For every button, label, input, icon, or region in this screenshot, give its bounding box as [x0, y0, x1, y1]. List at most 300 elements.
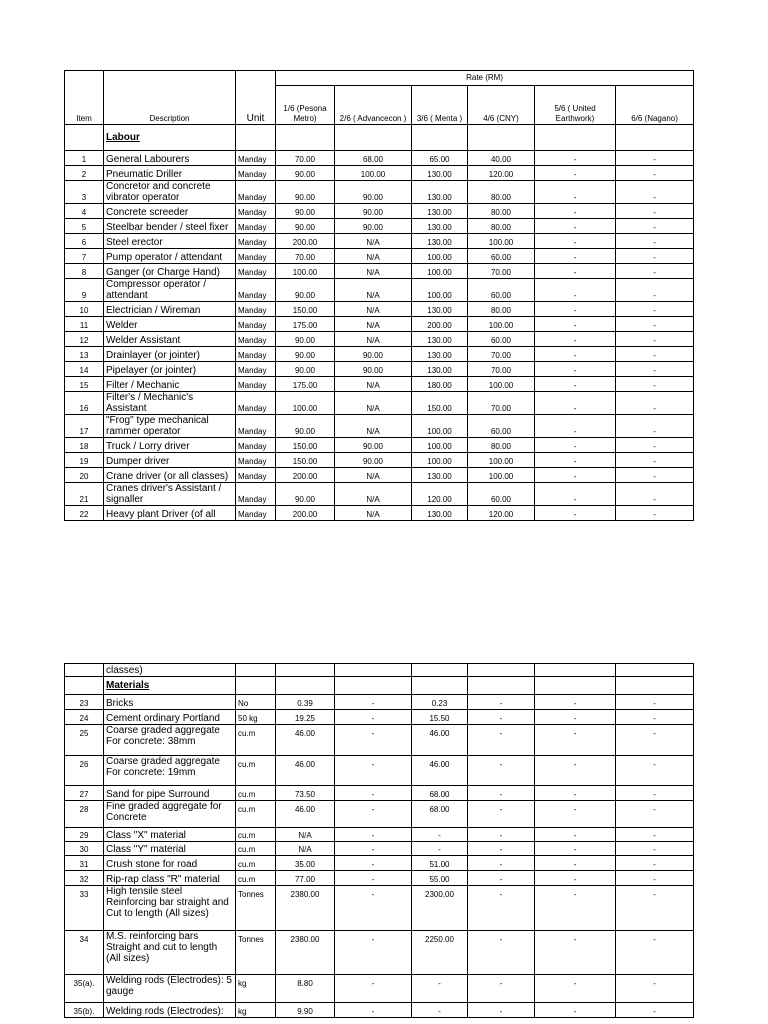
item-number: 6 [65, 234, 104, 249]
rate-col-1: 46.00 [276, 801, 335, 828]
rate-col-2: - [335, 695, 412, 710]
rate-col-2: - [335, 842, 412, 856]
rate-col-3: 130.00 [412, 166, 468, 181]
rate-col-1: 150.00 [276, 438, 335, 453]
rate-col-2: N/A [335, 483, 412, 506]
rate-col-3: 130.00 [412, 468, 468, 483]
header-item: Item [65, 71, 104, 125]
item-number: 28 [65, 801, 104, 828]
rate-col-5: - [535, 786, 616, 801]
item-number: 23 [65, 695, 104, 710]
rate-col-3: 130.00 [412, 234, 468, 249]
item-number: 19 [65, 453, 104, 468]
description: Filter's / Mechanic's Assistant [104, 392, 236, 415]
unit: cu.m [236, 842, 276, 856]
unit: Manday [236, 415, 276, 438]
rate-col-4: 100.00 [468, 377, 535, 392]
item-number: 34 [65, 931, 104, 975]
table-row [65, 234, 694, 249]
rate-col-2: 90.00 [335, 347, 412, 362]
table-row [65, 415, 694, 438]
table-row [65, 453, 694, 468]
rate-col-6: - [616, 856, 694, 871]
item-number: 31 [65, 856, 104, 871]
rate-col-2: N/A [335, 279, 412, 302]
rate-col-6: - [616, 151, 694, 166]
unit: Manday [236, 347, 276, 362]
rate-col-2: N/A [335, 377, 412, 392]
rate-col-4: - [468, 856, 535, 871]
rate-col-6: - [616, 362, 694, 377]
rate-col-2: 68.00 [335, 151, 412, 166]
rate-col-6: - [616, 483, 694, 506]
item-number: 33 [65, 886, 104, 931]
rate-col-4: 70.00 [468, 264, 535, 279]
rate-col-2: 90.00 [335, 181, 412, 204]
description: Steelbar bender / steel fixer [104, 219, 236, 234]
table-row [65, 392, 694, 415]
rate-col-2: - [335, 801, 412, 828]
rate-col-4: 60.00 [468, 332, 535, 347]
rate-col-3: 100.00 [412, 453, 468, 468]
rate-col-1: 90.00 [276, 181, 335, 204]
description: Concrete screeder [104, 204, 236, 219]
rate-col-2: - [335, 786, 412, 801]
rate-col-6: - [616, 801, 694, 828]
item-number: 18 [65, 438, 104, 453]
description: Crane driver (or all classes) [104, 468, 236, 483]
unit: Manday [236, 362, 276, 377]
unit: No [236, 695, 276, 710]
rate-col-4: - [468, 886, 535, 931]
rate-col-1: 35.00 [276, 856, 335, 871]
rate-col-6: - [616, 871, 694, 886]
unit: Manday [236, 264, 276, 279]
rate-col-3: - [412, 975, 468, 1003]
item-number: 11 [65, 317, 104, 332]
table-row [65, 302, 694, 317]
table-row [65, 264, 694, 279]
rate-col-2: 90.00 [335, 453, 412, 468]
table-row [65, 506, 694, 521]
table-row [65, 483, 694, 506]
rate-col-5: - [535, 415, 616, 438]
description: Class "Y" material [104, 842, 236, 856]
table-row [65, 438, 694, 453]
description: Welding rods (Electrodes): 5 gauge [104, 975, 236, 1003]
description: Sand for pipe Surround [104, 786, 236, 801]
unit: Manday [236, 483, 276, 506]
item-number: 35(b). [65, 1003, 104, 1018]
table-row [65, 725, 694, 756]
rate-col-2: 90.00 [335, 204, 412, 219]
rate-col-5: - [535, 1003, 616, 1018]
rate-col-6: - [616, 249, 694, 264]
description: "Frog" type mechanical rammer operator [104, 415, 236, 438]
table-row [65, 856, 694, 871]
rate-col-3: - [412, 828, 468, 842]
description: Pump operator / attendant [104, 249, 236, 264]
rate-col-2: - [335, 725, 412, 756]
rate-col-1: 175.00 [276, 377, 335, 392]
rate-col-4: - [468, 828, 535, 842]
rate-col-3: - [412, 842, 468, 856]
item-number: 4 [65, 204, 104, 219]
rate-col-4: 40.00 [468, 151, 535, 166]
rate-col-6: - [616, 181, 694, 204]
rate-col-3: 0.23 [412, 695, 468, 710]
rate-col-4: 100.00 [468, 453, 535, 468]
rate-col-6: - [616, 886, 694, 931]
rate-col-5: - [535, 181, 616, 204]
rate-col-4: - [468, 786, 535, 801]
rate-col-3: 65.00 [412, 151, 468, 166]
unit: Manday [236, 249, 276, 264]
rate-col-4: 80.00 [468, 181, 535, 204]
unit: Manday [236, 166, 276, 181]
rate-col-2: 90.00 [335, 219, 412, 234]
labour-rates-table [64, 70, 694, 521]
rate-col-6: - [616, 786, 694, 801]
rate-col-1: 90.00 [276, 415, 335, 438]
description: Pneumatic Driller [104, 166, 236, 181]
rate-col-4: 60.00 [468, 279, 535, 302]
rate-col-3: 68.00 [412, 801, 468, 828]
table-row [65, 181, 694, 204]
rate-col-1: 70.00 [276, 151, 335, 166]
table-row [65, 695, 694, 710]
unit: Manday [236, 219, 276, 234]
table-row [65, 317, 694, 332]
rate-col-3: 130.00 [412, 302, 468, 317]
rate-col-1: N/A [276, 842, 335, 856]
rate-col-2: N/A [335, 468, 412, 483]
rate-col-5: - [535, 151, 616, 166]
unit: Tonnes [236, 886, 276, 931]
rate-col-4: 100.00 [468, 234, 535, 249]
rate-col-6: - [616, 377, 694, 392]
unit: Manday [236, 438, 276, 453]
rate-col-2: N/A [335, 234, 412, 249]
item-number: 15 [65, 377, 104, 392]
rate-col-3: 46.00 [412, 756, 468, 786]
rate-col-4: - [468, 695, 535, 710]
rate-col-6: - [616, 302, 694, 317]
rate-col-1: 9.90 [276, 1003, 335, 1018]
rate-col-6: - [616, 332, 694, 347]
rate-col-4: - [468, 801, 535, 828]
item-number: 29 [65, 828, 104, 842]
description: Pipelayer (or jointer) [104, 362, 236, 377]
rate-col-3: 130.00 [412, 347, 468, 362]
rate-col-5: - [535, 483, 616, 506]
rate-col-1: 175.00 [276, 317, 335, 332]
rate-col-4: 80.00 [468, 438, 535, 453]
unit: 50 kg [236, 710, 276, 725]
rate-col-5: - [535, 264, 616, 279]
rate-col-4: 100.00 [468, 317, 535, 332]
description: Crush stone for road [104, 856, 236, 871]
table-row [65, 332, 694, 347]
item-number: 5 [65, 219, 104, 234]
rate-col-3: 130.00 [412, 332, 468, 347]
description: Cranes driver's Assistant / signaller [104, 483, 236, 506]
unit: kg [236, 1003, 276, 1018]
rate-col-4: - [468, 710, 535, 725]
table-row [65, 377, 694, 392]
rate-col-3: 200.00 [412, 317, 468, 332]
rate-col-3: 100.00 [412, 279, 468, 302]
item-number: 22 [65, 506, 104, 521]
unit: cu.m [236, 725, 276, 756]
rate-col-5: - [535, 362, 616, 377]
rate-col-2: - [335, 710, 412, 725]
rate-col-1: 90.00 [276, 166, 335, 181]
rate-col-2: N/A [335, 332, 412, 347]
rate-col-1: 90.00 [276, 219, 335, 234]
table-row [65, 204, 694, 219]
rate-col-4: 120.00 [468, 166, 535, 181]
item-number: 10 [65, 302, 104, 317]
item-number: 3 [65, 181, 104, 204]
rate-col-2: - [335, 756, 412, 786]
rate-col-5: - [535, 347, 616, 362]
rate-col-2: - [335, 871, 412, 886]
table-row [65, 279, 694, 302]
table-row [65, 931, 694, 975]
rate-col-6: - [616, 279, 694, 302]
rate-col-4: 70.00 [468, 392, 535, 415]
rate-col-2: 90.00 [335, 362, 412, 377]
rate-col-1: 150.00 [276, 453, 335, 468]
rate-col-2: 90.00 [335, 438, 412, 453]
table-row [65, 166, 694, 181]
unit: cu.m [236, 786, 276, 801]
rate-col-6: - [616, 438, 694, 453]
unit: Tonnes [236, 931, 276, 975]
rate-col-5: - [535, 166, 616, 181]
description: Welder [104, 317, 236, 332]
rate-col-6: - [616, 1003, 694, 1018]
rate-col-3: 2300.00 [412, 886, 468, 931]
rate-col-2: 100.00 [335, 166, 412, 181]
rate-col-4: - [468, 931, 535, 975]
rate-col-5: - [535, 801, 616, 828]
rate-col-3: 130.00 [412, 506, 468, 521]
unit: Manday [236, 181, 276, 204]
header-col-1: 1/6 (Pesona Metro) [276, 86, 335, 125]
table-row [65, 756, 694, 786]
rate-col-5: - [535, 975, 616, 1003]
description: High tensile steel Reinforcing bar straight and Cut to length (All sizes) [104, 886, 236, 931]
rate-col-1: 150.00 [276, 302, 335, 317]
rate-col-3: 2250.00 [412, 931, 468, 975]
rate-col-5: - [535, 856, 616, 871]
rate-col-5: - [535, 756, 616, 786]
description: Filter / Mechanic [104, 377, 236, 392]
table-row [65, 975, 694, 1003]
rate-col-2: - [335, 886, 412, 931]
table-row [65, 362, 694, 377]
description: Fine graded aggregate for Concrete [104, 801, 236, 828]
table-row [65, 249, 694, 264]
rate-col-5: - [535, 438, 616, 453]
description: Drainlayer (or jointer) [104, 347, 236, 362]
table-row [65, 347, 694, 362]
item-number: 13 [65, 347, 104, 362]
description: General Labourers [104, 151, 236, 166]
rate-col-2: - [335, 856, 412, 871]
description: Welding rods (Electrodes): [104, 1003, 236, 1018]
rate-col-1: 90.00 [276, 483, 335, 506]
rate-col-6: - [616, 842, 694, 856]
rate-col-4: - [468, 842, 535, 856]
description: Ganger (or Charge Hand) [104, 264, 236, 279]
rate-col-4: 120.00 [468, 506, 535, 521]
description: Truck / Lorry driver [104, 438, 236, 453]
rate-col-4: - [468, 975, 535, 1003]
rate-col-2: N/A [335, 264, 412, 279]
rate-col-1: N/A [276, 828, 335, 842]
table-row [65, 886, 694, 931]
unit: Manday [236, 279, 276, 302]
rate-col-2: - [335, 1003, 412, 1018]
rate-col-6: - [616, 166, 694, 181]
rate-col-1: 73.50 [276, 786, 335, 801]
rate-col-4: 80.00 [468, 204, 535, 219]
unit: Manday [236, 506, 276, 521]
rate-col-2: N/A [335, 392, 412, 415]
table-row [65, 710, 694, 725]
rate-col-2: - [335, 828, 412, 842]
table-row [65, 1003, 694, 1018]
header-col-2: 2/6 ( Advancecon ) [335, 86, 412, 125]
rate-col-5: - [535, 710, 616, 725]
section-row-labour [65, 125, 694, 151]
item-number: 12 [65, 332, 104, 347]
rate-col-6: - [616, 506, 694, 521]
rate-col-1: 90.00 [276, 362, 335, 377]
unit: Manday [236, 317, 276, 332]
rate-col-1: 46.00 [276, 756, 335, 786]
rate-col-1: 90.00 [276, 347, 335, 362]
header-col-3: 3/6 ( Menta ) [412, 86, 468, 125]
header-description: Description [104, 71, 236, 125]
rate-col-1: 8.80 [276, 975, 335, 1003]
rate-col-6: - [616, 415, 694, 438]
rate-col-5: - [535, 377, 616, 392]
description: Steel erector [104, 234, 236, 249]
rate-col-3: 130.00 [412, 181, 468, 204]
unit: cu.m [236, 856, 276, 871]
description: Welder Assistant [104, 332, 236, 347]
rate-col-3: 46.00 [412, 725, 468, 756]
item-number: 14 [65, 362, 104, 377]
table-row [65, 801, 694, 828]
unit: cu.m [236, 828, 276, 842]
rate-col-1: 70.00 [276, 249, 335, 264]
description: Class "X" material [104, 828, 236, 842]
description: Compressor operator / attendant [104, 279, 236, 302]
rate-col-1: 2380.00 [276, 886, 335, 931]
rate-col-5: - [535, 931, 616, 975]
rate-col-1: 100.00 [276, 392, 335, 415]
rate-col-2: N/A [335, 317, 412, 332]
description: Heavy plant Driver (of all [104, 506, 236, 521]
rate-col-5: - [535, 219, 616, 234]
section-title-labour: Labour [104, 125, 236, 151]
rate-col-6: - [616, 392, 694, 415]
rate-col-4: 70.00 [468, 347, 535, 362]
unit: cu.m [236, 756, 276, 786]
rate-col-4: - [468, 725, 535, 756]
rate-col-3: 120.00 [412, 483, 468, 506]
rate-col-2: - [335, 931, 412, 975]
rate-col-5: - [535, 332, 616, 347]
header-col-4: 4/6 (CNY) [468, 86, 535, 125]
item-number: 8 [65, 264, 104, 279]
rate-col-3: 130.00 [412, 219, 468, 234]
rate-col-6: - [616, 347, 694, 362]
materials-rates-table [64, 663, 694, 1018]
item-number: 17 [65, 415, 104, 438]
rate-col-3: 130.00 [412, 204, 468, 219]
continued-description: classes) [104, 664, 236, 677]
rate-col-3: 130.00 [412, 362, 468, 377]
description: Bricks [104, 695, 236, 710]
description: Electrician / Wireman [104, 302, 236, 317]
rate-col-3: - [412, 1003, 468, 1018]
rate-col-1: 19.25 [276, 710, 335, 725]
header-col-6: 6/6 (Nagano) [616, 86, 694, 125]
item-number: 2 [65, 166, 104, 181]
rate-col-5: - [535, 279, 616, 302]
header-rate: Rate (RM) [276, 71, 694, 86]
item-number: 1 [65, 151, 104, 166]
rate-col-6: - [616, 204, 694, 219]
rate-col-2: N/A [335, 415, 412, 438]
rate-col-1: 90.00 [276, 332, 335, 347]
rate-col-4: 60.00 [468, 415, 535, 438]
unit: Manday [236, 468, 276, 483]
rate-col-4: - [468, 756, 535, 786]
section-row-materials [65, 677, 694, 695]
rate-col-4: 60.00 [468, 483, 535, 506]
rate-col-1: 77.00 [276, 871, 335, 886]
item-number: 30 [65, 842, 104, 856]
rate-col-3: 15.50 [412, 710, 468, 725]
header-col-5: 5/6 ( United Earthwork) [535, 86, 616, 125]
rate-col-6: - [616, 975, 694, 1003]
table-row [65, 842, 694, 856]
rate-col-3: 55.00 [412, 871, 468, 886]
rate-col-2: - [335, 975, 412, 1003]
rate-col-3: 68.00 [412, 786, 468, 801]
section-title-materials: Materials [104, 677, 236, 695]
rate-col-1: 200.00 [276, 506, 335, 521]
rate-col-1: 200.00 [276, 234, 335, 249]
rate-col-5: - [535, 506, 616, 521]
rate-col-2: N/A [335, 249, 412, 264]
rate-col-5: - [535, 317, 616, 332]
rate-col-3: 100.00 [412, 415, 468, 438]
unit: Manday [236, 377, 276, 392]
description: M.S. reinforcing bars Straight and cut to length (All sizes) [104, 931, 236, 975]
rate-col-4: 80.00 [468, 302, 535, 317]
description: Concretor and concrete vibrator operator [104, 181, 236, 204]
rate-col-5: - [535, 828, 616, 842]
item-number: 24 [65, 710, 104, 725]
